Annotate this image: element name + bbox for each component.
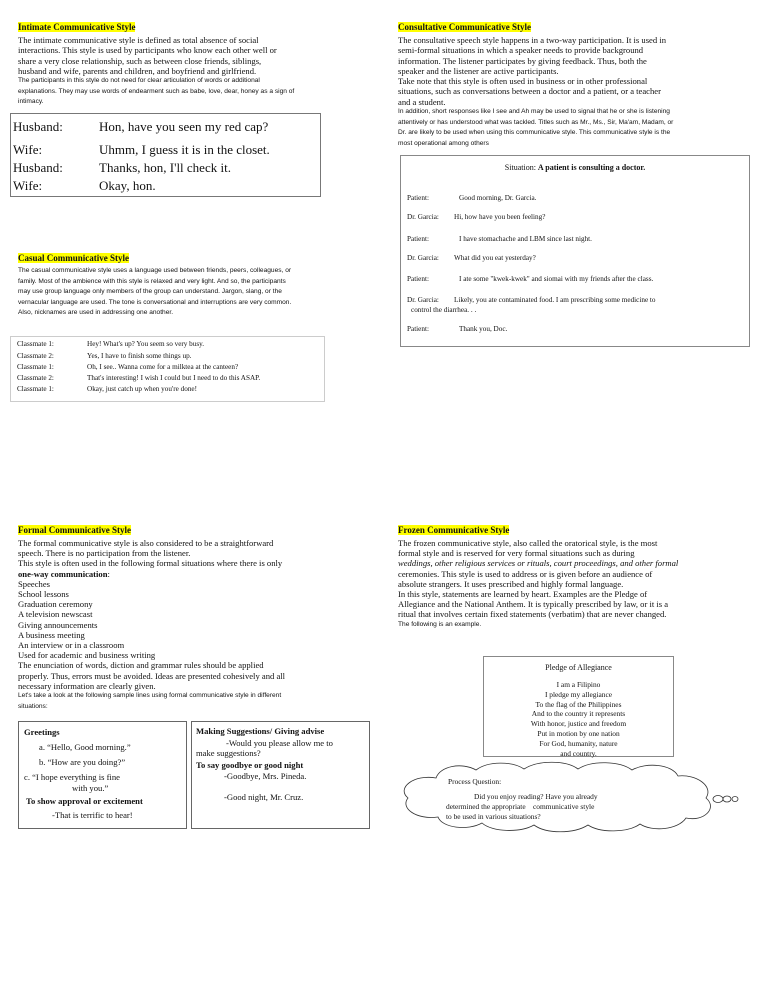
suggest-title: Making Suggestions/ Giving advise [196,726,325,736]
dialogue-line [17,374,260,382]
formal-intro: The formal communicative style is also considered to be a straightforward [18,538,274,548]
greeting-a: a. “Hello, Good morning.” [39,742,131,752]
pledge-line: and country. [560,748,597,758]
intimate-note: The participants in this style do not need for clear articulation of words or additional [18,77,260,85]
greetings-box [18,721,187,829]
formal-note: situations: [18,702,48,710]
speaker: Dr. Garcia: [407,296,439,304]
speaker: Wife: [13,178,43,193]
casual-dialogue-box [10,336,325,402]
utterance: I ate some "kwek-kwek" and siomai with my friends after the class. [459,275,654,283]
utterance: Likely, you ate contaminated food. I am prescribing some medicine to [454,296,656,304]
dialogue-line [407,194,536,202]
frozen-heading: Frozen Communicative Style [398,525,510,535]
pledge-line: For God, humanity, nature [539,738,618,748]
situation-line [401,163,749,172]
frozen-line: formal style and is reserved for very formal situations such as during [398,548,635,559]
pledge-line: To the flag of the Philippines [535,699,622,709]
dialogue-line [411,306,476,314]
pledge-line: Put in motion by one nation [537,728,620,738]
goodbye-line: -Goodbye, Mrs. Pineda. [224,771,307,781]
speaker: Classmate 1: [17,385,54,393]
utterance: Uhmm, I guess it is in the closet. [99,142,270,157]
frozen-section [398,520,760,630]
formal-situation: Speeches [18,578,50,589]
dialogue-line [17,352,191,360]
greeting-b: b. “How are you doing?” [39,757,126,767]
dialogue-line [407,325,507,333]
utterance: control the diarrhea. . . [411,306,477,314]
dialogue-line [13,119,268,135]
goodnight-line: -Good night, Mr. Cruz. [224,792,304,802]
utterance: Okay, hon. [99,178,156,193]
pledge-line: And to the country it represents [531,709,626,719]
speaker: Dr. Garcia: [407,213,439,221]
speaker: Classmate 2: [17,352,54,360]
process-label: Process Question: [448,777,502,786]
speaker: Patient: [407,194,429,202]
dialogue-line [407,213,545,221]
intimate-dialogue-box [10,113,321,197]
formal-closing: The enunciation of words, diction and grammar rules should be applied [18,660,264,671]
situation-text: A patient is consulting a doctor. [537,163,646,172]
utterance: Hey! What's up? You seem so very busy. [87,340,205,348]
formal-note: Let's take a look at the following sample lines using formal communicative style in different [18,692,282,700]
consultative-note: In addition, short responses like I see and Ah may be used to signal that he or she is listening [398,108,670,116]
casual-heading: Casual Communicative Style [18,253,129,263]
frozen-line: In this style, statements are learned by heart. Examples are the Pledge of [398,589,648,600]
frozen-line: ritual that involves certain fixed statements (verbatim) that are never changed. [398,609,667,620]
greeting-c-cont: with you.” [72,783,109,793]
formal-situation: Giving announcements [18,619,98,630]
speaker: Classmate 1: [17,340,54,348]
pledge-line: I am a Filipino [556,680,601,689]
consultative-line: Take note that this style is often used in business or in other professional [398,76,648,87]
casual-line: vernacular language are used. The tone is conversational and interruptions are very common. [18,298,292,306]
dialogue-line [407,296,656,304]
utterance: I have stomachache and LBM since last night. [459,235,592,243]
formal-section [18,520,380,712]
dialogue-line [17,385,197,393]
speaker: Dr. Garcia: [407,254,439,262]
intimate-line: interactions. This style is used by participants who know each other well or [18,45,277,56]
utterance: Oh, I see.. Wanna come for a milktea at the canteen? [87,363,239,371]
dialogue-line [13,160,231,176]
formal-situation: A business meeting [18,629,85,640]
process-line: Did you enjoy reading? Have you already [474,792,598,801]
process-line: to be used in various situations? [446,812,541,821]
utterance: Thanks, hon, I'll check it. [99,160,231,175]
formal-situation: A television newscast [18,609,93,620]
casual-line: Also, nicknames are used in addressing one another. [18,309,174,316]
speaker: Husband: [13,119,63,134]
frozen-line: Allegiance and the National Anthem. It is typically prescribed by law, or it is a [398,599,669,610]
intimate-heading: Intimate Communicative Style [18,22,136,32]
consultative-line: information. The listener participates by giving feedback. Thus, both the [398,55,647,66]
consultative-line: and a student. [398,96,446,107]
formal-intro: speech. There is no participation from the listener. [18,548,191,559]
approval-title: To show approval or excitement [26,796,143,806]
frozen-note: The following is an example. [398,620,482,628]
consultative-heading: Consultative Communicative Style [398,22,531,32]
intimate-note: intimacy. [18,98,44,106]
dialogue-line [407,275,653,283]
consultative-section [398,17,760,149]
consultative-line: The consultative speech style happens in a two-way participation. It is used in [398,35,667,45]
formal-intro: This style is often used in the following formal situations where there is only [18,558,283,569]
intimate-line: share a very close relationship, such as between close friends, siblings, [18,55,262,66]
dialogue-line [13,178,156,194]
intimate-line: The intimate communicative style is defined as total absence of social [18,35,259,45]
pledge-title: Pledge of Allegiance [545,663,612,672]
speaker: Classmate 2: [17,374,54,382]
speaker: Wife: [13,142,43,157]
formal-situation: An interview or in a classroom [18,640,125,651]
goodbye-title: To say goodbye or good night [196,760,304,770]
pledge-box [483,656,674,757]
formal-closing: necessary information are clearly given. [18,680,156,691]
greeting-c: c. “I hope everything is fine [24,772,120,782]
greetings-title: Greetings [24,727,60,737]
pledge-line: With honor, justice and freedom [530,719,627,729]
intimate-line: husband and wife, parents and children, and boyfriend and girlfriend. [18,65,257,76]
speaker: Classmate 1: [17,363,54,371]
frozen-line: absolute strangers. It uses prescribed and highly formal language. [398,578,624,589]
utterance: That's interesting! I wish I could but I need to do this ASAP. [87,374,261,382]
dialogue-line [407,235,592,243]
dialogue-line [407,254,536,262]
utterance: Hi, how have you been feeling? [454,213,546,221]
frozen-line: weddings, other religious services or rituals, court proceedings, and other formal [398,558,679,569]
process-line: determined the appropriate communicative style [446,802,595,811]
consultative-line: semi-formal situations in which a speaker needs to provide background [398,45,644,56]
speaker: Husband: [13,160,63,175]
casual-line: family. Most of the ambience with this style is relaxed and very light. And so, the participants [18,277,286,285]
utterance: Hon, have you seen my red cap? [99,119,269,134]
dialogue-line [17,340,204,348]
consultative-line: situations, such as conversations between a doctor and a patient, or a teacher [398,86,661,97]
casual-section [18,248,378,319]
formal-bold-line: one-way communication: [18,568,110,579]
speaker: Patient: [407,275,429,283]
bold-phrase: one-way communication [18,568,108,579]
formal-situation: Graduation ceremony [18,599,93,610]
utterance: Thank you, Doc. [459,325,508,333]
utterance: Okay, just catch up when you're done! [87,385,198,393]
utterance: Yes, I have to finish some things up. [87,352,192,360]
intimate-note: explanations. They may use words of endearment such as babe, love, dear, honey as a sign of [18,87,295,95]
pledge-line: I pledge my allegiance [544,689,613,699]
utterance: What did you eat yesterday? [454,254,536,262]
formal-heading: Formal Communicative Style [18,525,131,535]
formal-situation: Used for academic and business writing [18,650,156,661]
process-question [396,760,706,834]
approval-line: -That is terrific to hear! [52,810,133,820]
consultative-note: most operational among others [398,139,489,147]
suggestions-box [191,721,370,829]
consultative-dialogue-box [400,155,750,347]
formal-closing: properly. Thus, errors must be avoided. Ideas are presented cohesively and all [18,670,286,681]
frozen-line: The frozen communicative style, also called the oratorical style, is the most [398,538,658,548]
situation-label: Situation: [504,163,536,172]
consultative-note: attentively or has understood what was tackled. Titles such as Mr., Ms., Sir, Ma'am, Madam, or [398,118,674,126]
casual-line: The casual communicative style uses a language used between friends, peers, colleagues, or [18,267,292,274]
frozen-line: ceremonies. This style is used to address or is given before an audience of [398,568,653,579]
consultative-note: Dr. are likely to be used when using this communicative style. This communicative style is the [398,129,671,137]
suggest-line: -Would you please allow me to [226,738,333,748]
utterance: Good morning, Dr. Garcia. [459,194,537,202]
dialogue-line [17,363,238,371]
intimate-section [18,17,378,108]
speaker: Patient: [407,235,429,243]
dialogue-line [13,142,270,158]
casual-line: may use group language only members of the group can understand. Jargon, slang, or the [18,288,282,295]
suggest-line: make suggestions? [196,748,261,758]
formal-situation: School lessons [18,589,69,600]
consultative-line: speaker and the listener are active participants. [398,65,559,76]
speaker: Patient: [407,325,429,333]
